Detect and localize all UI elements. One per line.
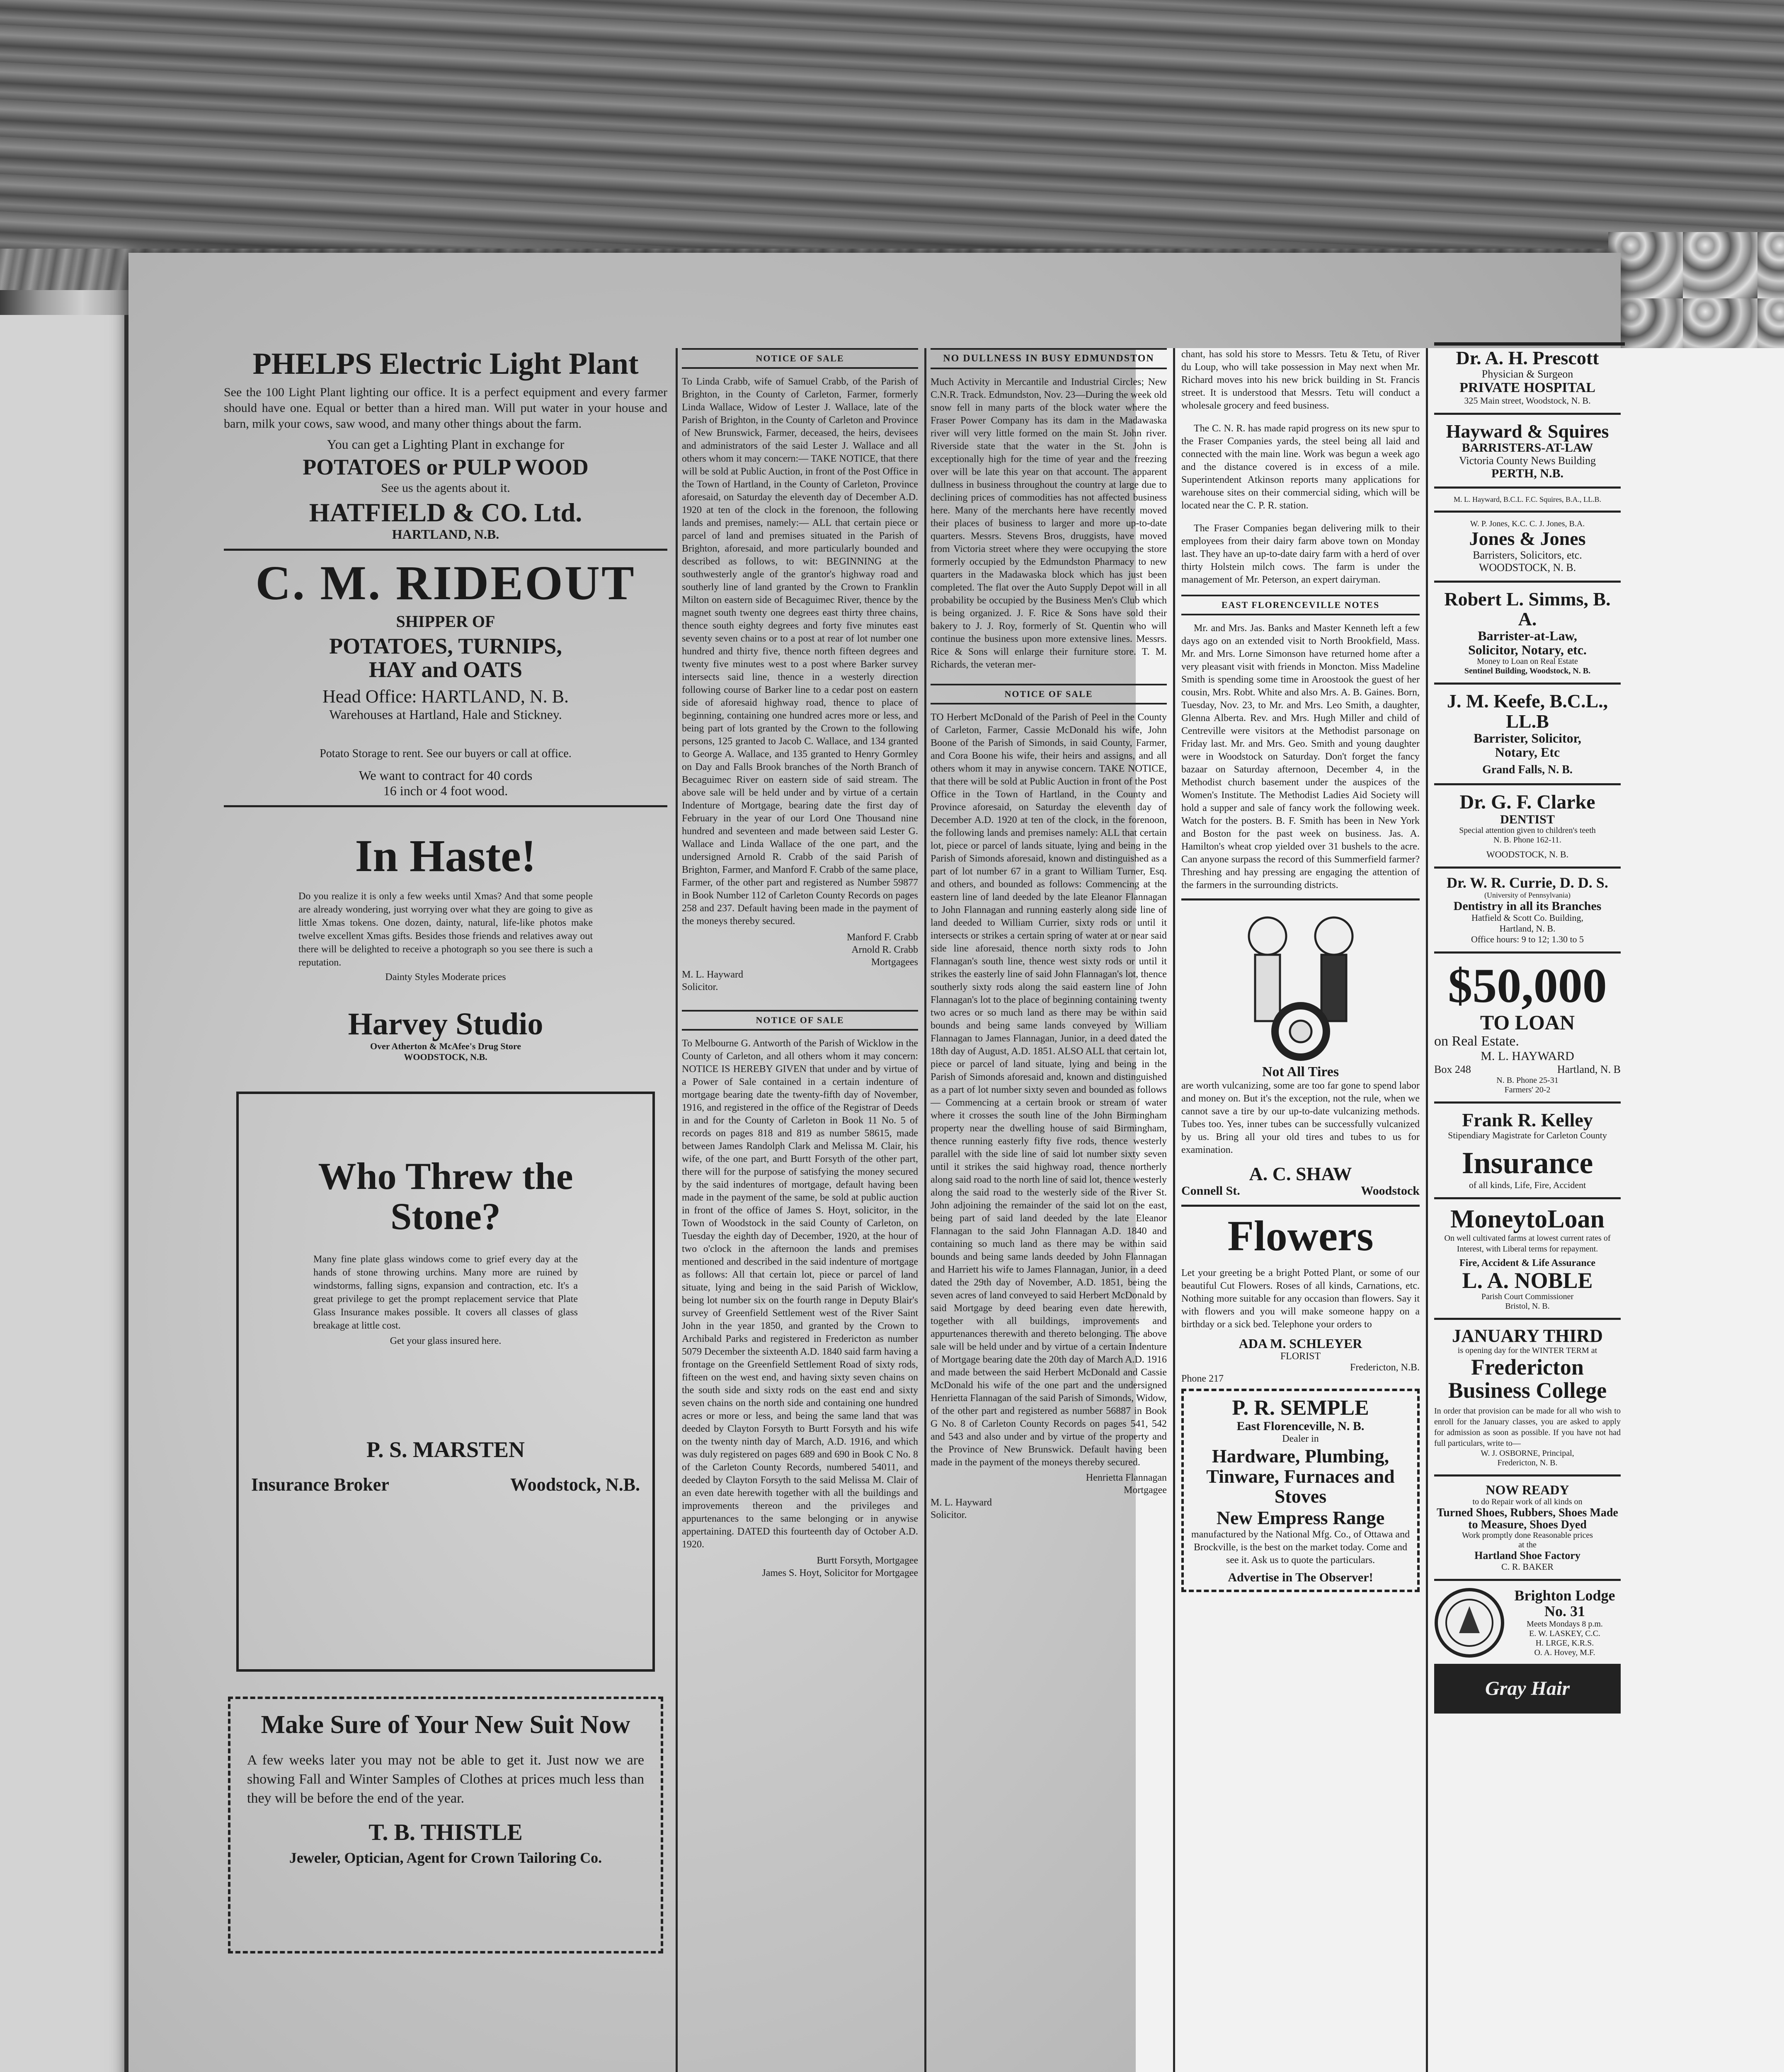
wood-background <box>0 0 1784 249</box>
card-role: Solicitor, Notary, etc. <box>1468 642 1587 657</box>
ad-exchange: POTATOES or PULP WOOD <box>303 454 589 479</box>
ad-town: Woodstock, N.B. <box>510 1474 640 1495</box>
ad-goods: Hardware, Plumbing, Tinware, Furnaces and Stoves <box>1206 1445 1395 1507</box>
news-paragraph: The Fraser Companies began delivering milk to their employees from their dairy farm above town on Monday last. They have an up-to-date dairy farm with a herd of over thirty Holstein milch cows. The farm is under the management of Mr. Peterson, an expert dairyman. <box>1181 523 1420 585</box>
lodge-ad <box>1434 1588 1621 1658</box>
ad-title: Stone? <box>390 1195 501 1237</box>
solicitor-name: M. L. Hayward <box>931 1497 992 1508</box>
ad-line: of all kinds, Life, Fire, Accident <box>1469 1179 1586 1190</box>
ad-town: WOODSTOCK, N.B. <box>404 1052 487 1063</box>
card-note: Money to Loan on Real Estate <box>1477 657 1578 666</box>
ad-officer: H. LRGE, K.R.S. <box>1535 1638 1594 1648</box>
card-address: 325 Main street, Woodstock, N. B. <box>1464 395 1591 406</box>
notice-body: To Linda Crabb, wife of Samuel Crabb, of the Parish of Brighton, in the County of Carleton, Farmer, formerly Linda Wallace, Widow of Lester J. Wallace, late of the Parish of Brighton, in the County of Carleton and Province of New Brunswick, Farmer, deceased, the heirs, devisees and administrators of the said Lester J. Wallace and all others whom it may concern:— TAKE NOTICE, that there will be sold at Public Auction, in front of the Post Office in the Town of Hartland, in the County of Carleton, Province aforesaid, on Saturday the eleventh day of December A.D. 1920 at ten of the clock in the forenoon, the following lands and premises, namely:— ALL that certain piece or parcel of land and premises situated in the Parish of Brighton, aforesaid, and more particularly bounded and described as follows, to wit: BEGINNING at the southwesterly angle of the grantor's highway road and southerly line of land granted by the Crown to Franklin Milton on eastern side of Becaguimec River, thence by the magnet south twenty one degrees east thirty three chains, thence south eighty degrees and forty five minutes east seventy seven chains or to a post at rear of lot number one hundred and thirty five, thence north fifteen degrees and twenty five minutes west to a post where Barker survey intersects said line, thence in a westerly direction following course of Barker line to a cedar post on eastern side of aforesaid highway road, thence to place of beginning, containing one hundred acres more or less, and being part of lots granted by the Crown to the following persons, 125 granted to Jacob C. Wallace, and 134 granted to George A. Wallace, and 135 granted to Henry Gormley on Day and Falls Brook branches of the North Branch of Becaguimec River on eastern side of said stream. The above sale will be held under and by virtue of a certain Indenture of Mortgage, bearing date the first day of February in the year of our Lord One Thousand nine hundred and seventeen and made between said Lester G. Wallace and Linda Wallace of the one part, and the undersigned Arnold R. Crabb of the said Parish of Brighton, Farmer, and Manford F. Crabb of the same place, Farmer, of the other part and registered as Number 59877 in Book Number 112 of Carleton County Records on pages 258 and 237. Default having been made in the payment of the moneys thereby secured. <box>682 376 918 927</box>
signature: Arnold R. Crabb <box>851 944 918 955</box>
ad-role: Stipendiary Magistrate for Carleton County <box>1448 1130 1607 1141</box>
card-hours: Office hours: 9 to 12; 1.30 to 5 <box>1471 934 1584 945</box>
divider <box>224 549 667 551</box>
shoe-factory-ad <box>1434 1483 1621 1572</box>
divider <box>1434 1474 1621 1477</box>
card-name: Jones & Jones <box>1469 528 1586 549</box>
column-5 <box>1434 348 1621 1714</box>
card-address: Hatfield & Scott Co. Building, <box>1471 913 1584 923</box>
tire-cartoon <box>1181 907 1420 1065</box>
ad-title: PHELPS Electric Light Plant <box>252 347 639 381</box>
ad-sub: is opening day for the WINTER TERM at <box>1457 1346 1597 1355</box>
solicitor-role: Solicitor. <box>931 1510 967 1520</box>
ad-name: Business College <box>1448 1378 1607 1403</box>
card-role: BARRISTERS-AT-LAW <box>1462 441 1593 455</box>
news-body: Mr. and Mrs. Jas. Banks and Master Kenneth left a few days ago on an extended visit to North Brookfield, Mass. Mr. and Mrs. Lorne Simonson have returned home after a very pleasant visit with friends in Moncton. Miss Madeline Smith is spending some time in Aroostook the guest of her cousin, Mrs. Robt. White and also Mrs. A. B. Gaines. Born, Tuesday, Nov. 23, to Mr. and Mrs. Leo Smith, a daughter, Glenna Alberta. Rev. and Mrs. Hugh Miller and child of Centreville were visitors at the Methodist parsonage on Friday last. Mr. and Mrs. Geo. Smith and young daughter were in Woodstock on Saturday. Don't forget the fancy bazaar on Saturday afternoon, December 4, in the Methodist church basement under the auspices of the Women's Institute. The Methodist Ladies Aid Society will hold a supper and sale of fancy work the following week. Watch for the posters. B. F. Smith has been in New York and Boston for the past week on business. Jas. A. Hamilton's wheat crop yielded over 31 bushels to the acre. Can anyone surpass the record of this Summerfield farmer? Threshing and hay pressing are engaging the attention of the farmers in the surrounding districts. <box>1181 623 1420 891</box>
notice-body: To Melbourne G. Antworth of the Parish of Wicklow in the County of Carleton, and all others whom it may concern: NOTICE IS HEREBY GIVEN that under and by virtue of a Power of Sale contained in a certain indenture of mortgage bearing date the twenty-fifth day of November, 1916, and registered in the office of the Registrar of Deeds in and for the County of Carleton in Book 11 No. 5 of records on pages 818 and 819 as number 58615, made between James Randolph Clark and Melissa M. Clair, his wife, of the one part, and Burtt Forsyth of the other part, there will for the purpose of satisfying the money secured by the said indentures of mortgage, default having been made in the payment of the same, be sold at public auction in front of the office of James S. Hoyt, solicitor, in the Town of Woodstock in the said County of Carleton, on Tuesday the eighth day of December, 1920, at the hour of two o'clock in the afternoon the lands and premises mentioned and described in the said indenture of mortgage as follows: All that certain lot, piece or parcel of land situate, lying and being in the said Parish of Wicklow, being lot number six on the fourth range in Deputy Blair's survey of Greenfield Settlement west of the River Saint John in the year 1850, and granted by the Crown to Archibald Parks and registered in Fredericton as number 5079 December the sixteenth A.D. 1840 said farm having a frontage on the Greenfield Settlement Road of sixty rods, fifteen on the west end, and having sixty seven chains on the south side and sixty rods on the east end and sixty seven chains on the north side and containing one hundred acres or more or less, and being the same land that was deeded by Clayton Forsyth to Burtt Forsyth and his wife on the twenty ninth day of March, A.D. 1916, and which was duly registered on pages 689 and 690 in Book C No. 8 of the Carleton County Records, numbered 54011, and deeded by Clayton Forsyth to the said Melissa M. Clair of an even date herewith together with all the buildings and improvements thereon and the privileges and appurtenances to the same belonging or in anywise appertaining. DATED this fourteenth day of October A.D. 1920. <box>682 1038 918 1550</box>
news-paragraph: The C. N. R. has made rapid progress on its new spur to the Fraser Companies yards, the steel being all laid and connected with the main line. Work was begun a week ago and the distance covered is in excess of a mile. Superintendent Atkinson reports many applications for warehouse sites on their commercial siding, which will be located near the C. P. R. station. <box>1181 423 1420 511</box>
ad-line: on Real Estate. <box>1434 1033 1519 1049</box>
divider <box>1434 1579 1621 1581</box>
plate-glass-ad <box>236 1092 655 1672</box>
ad-body: On well cultivated farms at lowest current rates of Interest, with Liberal terms for repayment. <box>1444 1233 1611 1254</box>
ad-phone: Farmers' 20-2 <box>1504 1085 1551 1094</box>
ad-name: C. M. RIDEOUT <box>255 555 636 610</box>
card-town: Grand Falls, N. B. <box>1482 763 1573 777</box>
ad-name: P. S. MARSTEN <box>366 1437 525 1462</box>
lodge-text <box>1509 1588 1621 1658</box>
card-name: J. M. Keefe, B.C.L., LL.B <box>1447 690 1608 732</box>
card-name: Dr. G. F. Clarke <box>1459 791 1595 813</box>
signature: Henrietta Flannagan <box>1086 1472 1167 1483</box>
solicitor <box>931 1496 1167 1521</box>
rideout-ad <box>224 557 667 799</box>
signature: James S. Hoyt, Solicitor for Mortgagee <box>762 1568 918 1578</box>
column-rule <box>1173 348 1175 2072</box>
simms-card <box>1434 589 1621 676</box>
ad-amount: $50,000 <box>1448 959 1607 1013</box>
ad-signature: Fredericton, N. B. <box>1497 1458 1558 1468</box>
ad-name: M. L. HAYWARD <box>1481 1049 1574 1063</box>
ad-goods: POTATOES, TURNIPS, <box>329 634 562 659</box>
card-phone: N. B. Phone 162-11. <box>1493 835 1561 845</box>
college-ad <box>1434 1326 1621 1468</box>
card-partners: W. P. Jones, K.C. C. J. Jones, B.A. <box>1470 519 1585 529</box>
card-role: Barristers, Solicitors, etc. <box>1473 549 1582 561</box>
cartoon-illustration-icon <box>1222 907 1379 1065</box>
top-rule <box>1434 342 1625 346</box>
card-role: Dentistry in all its Branches <box>1453 899 1602 913</box>
divider <box>1181 898 1420 900</box>
card-address: Victoria County News Building <box>1459 454 1596 467</box>
card-town: PERTH, N.B. <box>1491 466 1563 480</box>
noble-ad <box>1434 1206 1621 1312</box>
ad-line: at the <box>1518 1540 1537 1550</box>
ad-title: Not All Tires <box>1262 1064 1339 1080</box>
notice-signatures <box>931 1472 1167 1496</box>
ad-goods: HAY and OATS <box>368 657 523 683</box>
adjacent-page <box>0 315 128 2072</box>
ad-title: MoneytoLoan <box>1450 1205 1605 1233</box>
ad-name: Hartland Shoe Factory <box>1474 1549 1580 1562</box>
ad-town: East Florenceville, N. B. <box>1236 1419 1365 1433</box>
ad-footer <box>1434 1063 1621 1076</box>
ad-body: are worth vulcanizing, some are too far gone to spend labor and money on. But it's the exception, not the rule, when we cannot save a tire by our up-to-date vulcanizing methods. Tubes too. Yes, inner tubes can be successfully vulcanized by us. Bring all your old tires and tubes to us for examination. <box>1181 1080 1420 1155</box>
notice-title: NOTICE OF SALE <box>931 684 1167 704</box>
hayward-squires-card <box>1434 421 1621 480</box>
ad-body: manufactured by the National Mfg. Co., of Ottawa and Brockville, is the best on the market today. Come and see it. Ask us to quote the particulars. <box>1191 1529 1410 1566</box>
ad-studio: Harvey Studio <box>348 1007 543 1042</box>
ad-contract: 16 inch or 4 foot wood. <box>383 783 508 798</box>
ad-town: Woodstock <box>1361 1184 1420 1198</box>
column-2 <box>682 348 918 1579</box>
prescott-card <box>1434 348 1621 406</box>
divider <box>1434 581 1621 583</box>
signature: Burtt Forsyth, Mortgagee <box>817 1555 918 1566</box>
ad-agents: See us the agents about it. <box>381 481 510 495</box>
ad-owner: C. R. BAKER <box>1501 1561 1554 1572</box>
card-name: Dr. A. H. Prescott <box>1456 347 1599 368</box>
ad-box: Box 248 <box>1434 1063 1471 1075</box>
divider <box>1434 1318 1621 1320</box>
loan-ad <box>1434 960 1621 1094</box>
ad-range: New Empress Range <box>1216 1507 1385 1529</box>
ad-body: See the 100 Light Plant lighting our office. It is a perfect equipment and every farmer should have one. Equal or better than a hired man. Will put water in your house and barn, milk your cows, saw wood, and many other things about the farm. <box>224 385 667 431</box>
signature: Manford F. Crabb <box>846 932 918 943</box>
ad-body: Many fine plate glass windows come to grief every day at the hands of stone throwing urchins. Many more are ruined by windstorms, falling signs, expansion and contraction, etc. It's a great privilege to get the prompt replacement service that Plate Glass Insurance makes possible. It covers all classes of glass breakage at little cost. <box>313 1254 578 1331</box>
column-4 <box>1181 348 1420 1592</box>
ad-title: In Haste! <box>355 830 536 881</box>
card-name: Robert L. Simms, B. A. <box>1444 588 1611 629</box>
divider <box>1434 867 1621 869</box>
ad-town: Bristol, N. B. <box>1505 1302 1550 1311</box>
ad-line: Work promptly done Reasonable prices <box>1462 1531 1593 1540</box>
notice-body: TO Herbert McDonald of the Parish of Peel in the County of Carleton, Farmer, Cassie McDonald his wife, John Boone of the Parish of Simonds, in said County, Farmer, and Cora Boone his wife, their heirs and assigns, and all others whom it may in anywise concern. TAKE NOTICE, that there will be sold at Public Auction in front of the Post Office in the Town of Hartland, in the County and Province aforesaid, on Saturday the eleventh day of December A.D. 1920 at ten of the clock, in the forenoon, the following lands and premises namely: ALL that certain lot, piece or parcel of lands situate, lying and being in the Parish of Simonds aforesaid, known and distinguished as a part of lot number 67 in a grant to William Turner, Esq. and others, and bounded as follows: Commencing at the eastern line of land deeded by the late Eleanor Flannagan to John Flannagan and running easterly along side line of land deeded to William Currier, sixty rods or until it intersects or strikes a certain spring of water at or near said side line aforesaid, thence north sixty rods to John Flannagan's south line, thence west sixty rods or until it strikes the easterly line of said John Flannagan's lot, thence southerly sixty rods along the said eastern line of John Flannagan's lot to the place of beginning containing twenty two acres or so much land as there may be within said bounds and being same lands conveyed by William Flannagan to James Flannagan, Junior, in a deed dated the 18th day of August, A.D. 1851. ALSO ALL that certain lot, piece or parcel of land situate, lying and being in the Parish of Simonds aforesaid and, known and distinguished as a part of lot number sixty seven and bounded as follows— Commencing at a certain brook or stream of water where it crosses the south line of the John Birmingham property near the dwelling house of said Birmingham, thence running easterly fifty five rods, thence westerly parallel with the side line of said lot number sixty seven until it strikes the said highway road, thence northerly along said road to the north line of said lot, thence westerly along the said road to the westerly side of the River St. John adjoining the remainder of the said lot on the east, being part of said land deeded by the late Eleanor Flannagan to the said John Flannagan A.D. 1840 and containing so much land as there may be within said bounds and being same lands deeded by John Flannagan and Harriett his wife to James Flannagan, Junior, in a deed dated the 29th day of November, A.D. 1851, being the seven acres of land conveyed to said Herbert McDonald by said Mortgage by deed bearing even date herewith, together with all buildings, improvements and appurtenances therewith and thereto belonging. The above sale will be held under and by virtue of a certain Indenture of Mortgage bearing date the 20th day of March A.D. 1916 and made between the said Herbert McDonald and Cassie McDonald his wife of the one part and the undersigned Henrietta Flannagan of the said Parish of Simonds, Widow, of the other part and registered as number 56887 in Book G No. 8 of Carleton County Records on pages 541, 542 and 543 and also under and by virtue of the property and the Province of New Brunswick. Default having been made in the payment of the moneys thereby secured. <box>931 712 1167 1468</box>
ad-sub: to do Repair work of all kinds on <box>1472 1497 1583 1506</box>
ad-meets: Meets Mondays 8 p.m. <box>1527 1619 1603 1629</box>
ad-line: Fire, Accident & Life Assurance <box>1459 1257 1596 1268</box>
thistle-ad <box>228 1697 663 1953</box>
ad-name: L. A. NOBLE <box>1462 1268 1593 1293</box>
ad-dealer: Dealer in <box>1282 1433 1319 1445</box>
harvey-studio-ad <box>224 832 667 1063</box>
card-town: Hartland, N. B. <box>1499 923 1556 934</box>
divider <box>1434 1101 1621 1104</box>
ad-storage: Potato Storage to rent. See our buyers or call at office. <box>320 747 572 760</box>
ad-town: HARTLAND, N.B. <box>392 526 499 542</box>
currie-card <box>1434 875 1621 945</box>
card-partners: M. L. Hayward, B.C.L. F.C. Squires, B.A., LL.B. <box>1453 495 1602 504</box>
ad-officer: E. W. LASKEY, C.C. <box>1529 1629 1600 1638</box>
ad-role: Jeweler, Optician, Agent for Crown Tailoring Co. <box>289 1849 602 1866</box>
card-note: Special attention given to children's teeth <box>1459 826 1596 835</box>
news-continued: chant, has sold his store to Messrs. Tetu & Tetu, of River du Loup, who will take possession in May next when Mr. Richard moves into his new brick building in St. Francis street. It is understood that Messrs. Tetu will conduct a wholesale grocery and feed business. <box>1181 349 1420 411</box>
ad-footer <box>251 1474 640 1495</box>
divider <box>1434 1197 1621 1199</box>
gray-hair-ad <box>1434 1664 1621 1714</box>
solicitor <box>682 968 918 993</box>
ad-office: Head Office: HARTLAND, N. B. <box>322 686 569 707</box>
card-role: Physician & Surgeon <box>1481 368 1573 380</box>
divider <box>1434 783 1621 785</box>
news-headline: NO DULLNESS IN BUSY EDMUNDSTON <box>931 348 1167 369</box>
ad-warehouses: Warehouses at Hartland, Hale and Stickney. <box>329 707 562 722</box>
column-rule <box>676 348 678 2072</box>
ad-officer: O. A. Hovey, M.F. <box>1534 1648 1595 1657</box>
signature: Mortgagees <box>871 957 918 968</box>
clarke-card <box>1434 792 1621 860</box>
ad-title: JANUARY THIRD <box>1452 1326 1603 1346</box>
card-town: WOODSTOCK, N. B. <box>1479 561 1576 574</box>
ad-shipper: SHIPPER OF <box>396 612 495 631</box>
column-rule <box>1426 348 1428 2072</box>
notice-title: NOTICE OF SALE <box>682 348 918 369</box>
ad-phone: Phone 217 <box>1181 1373 1224 1384</box>
ad-cta: Get your glass insured here. <box>390 1336 502 1347</box>
divider <box>1434 511 1621 513</box>
keefe-card <box>1434 691 1621 777</box>
notice-signatures <box>682 1554 918 1579</box>
ad-name: ADA M. SCHLEYER <box>1239 1336 1362 1351</box>
ad-street: Connell St. <box>1181 1184 1240 1198</box>
kelley-ad <box>1434 1110 1621 1191</box>
ad-style: Dainty Styles Moderate prices <box>385 972 506 983</box>
divider <box>1434 487 1621 489</box>
notice-title: NOTICE OF SALE <box>682 1010 918 1031</box>
ad-body: In order that provision can be made for all who wish to enroll for the January classes, you are asked to apply for admission as soon as possible. If you have not had full particulars, write to— <box>1434 1406 1621 1448</box>
semple-ad <box>1181 1389 1420 1592</box>
jones-card <box>1434 519 1621 574</box>
ad-name: T. B. THISTLE <box>368 1820 523 1846</box>
ad-title: NOW READY <box>1486 1482 1569 1498</box>
lodge-emblem-icon <box>1434 1588 1505 1658</box>
ad-role: Parish Court Commissioner <box>1481 1292 1574 1302</box>
ad-title: Make Sure of Your New Suit Now <box>261 1711 630 1739</box>
ad-town: Hartland, N. B <box>1557 1063 1621 1075</box>
ad-name: Brighton Lodge <box>1514 1587 1615 1604</box>
ad-name: A. C. SHAW <box>1249 1163 1352 1184</box>
ad-body: A few weeks later you may not be able to get it. Just now we are showing Fall and Winter Samples of Clothes at prices much less than they will be before the end of the year. <box>247 1752 644 1806</box>
ad-name: P. R. SEMPLE <box>1232 1396 1369 1420</box>
solicitor-name: M. L. Hayward <box>682 969 743 980</box>
ad-name: Frank R. Kelley <box>1462 1109 1593 1130</box>
solicitor-role: Solicitor. <box>682 982 718 992</box>
card-role: Barrister-at-Law, <box>1478 628 1577 644</box>
ad-company: HATFIELD & CO. Ltd. <box>309 498 582 528</box>
signature: Mortgagee <box>1124 1485 1167 1496</box>
ad-title: Insurance <box>1462 1146 1593 1181</box>
card-role: Notary, Etc <box>1495 744 1560 760</box>
ad-number: No. 31 <box>1544 1602 1585 1619</box>
ad-title: TO LOAN <box>1480 1011 1575 1034</box>
ad-footer: Advertise in The Observer! <box>1228 1570 1373 1584</box>
ad-phone: N. B. Phone 25-31 <box>1496 1075 1559 1085</box>
divider <box>1434 413 1621 415</box>
card-role: Barrister, Solicitor, <box>1474 730 1581 746</box>
ad-role: FLORIST <box>1280 1351 1321 1362</box>
column-rule <box>924 348 926 2072</box>
card-role: DENTIST <box>1500 812 1555 826</box>
ad-title: Who Threw the <box>318 1155 573 1198</box>
ad-role: Insurance Broker <box>251 1474 389 1495</box>
divider <box>1181 1205 1420 1207</box>
divider <box>1434 951 1621 954</box>
card-name: Dr. W. R. Currie, D. D. S. <box>1447 874 1608 891</box>
ad-footer <box>1181 1184 1420 1198</box>
ad-signature: W. J. OSBORNE, Principal, <box>1481 1449 1574 1458</box>
column-3 <box>931 348 1167 1521</box>
column-1 <box>224 348 667 1953</box>
card-university: (University of Pennsylvania) <box>1484 891 1571 899</box>
ad-line: You can get a Lighting Plant in exchange for <box>327 436 565 452</box>
card-name: Hayward & Squires <box>1446 420 1609 442</box>
divider <box>224 805 667 807</box>
phelps-ad <box>224 348 667 542</box>
ad-body: Let your greeting be a bright Potted Plant, or some of our beautiful Cut Flowers. Roses of all kinds, Carnations, etc. Nothing more suitable for any occasion than flowers. Say it with flowers and you will make someone happy on a birthday or a sick bed. Telephone your orders to <box>1181 1268 1420 1330</box>
ad-body: Turned Shoes, Rubbers, Shoes Made to Measure, Shoes Dyed <box>1437 1506 1618 1532</box>
ad-title: Flowers <box>1227 1212 1374 1260</box>
ad-town: Fredericton, N.B. <box>1350 1362 1420 1373</box>
divider <box>1434 683 1621 685</box>
newspaper-page <box>128 253 1621 2072</box>
ad-name: Fredericton <box>1471 1354 1584 1380</box>
card-town: WOODSTOCK, N. B. <box>1486 849 1569 860</box>
notice-signatures <box>682 931 918 968</box>
news-headline: EAST FLORENCEVILLE NOTES <box>1181 595 1420 615</box>
ad-address: Over Atherton & McAfee's Drug Store <box>370 1041 521 1052</box>
card-role: PRIVATE HOSPITAL <box>1459 380 1595 396</box>
news-body: Much Activity in Mercantile and Industrial Circles; New C.N.R. Track. Edmundston, Nov. 23—During the week old snow fell in many parts of the block water where the Fraser Power Company has its dam in the Madawaska river will very little formed on the main St. John river. Riverside state that the water in the St. John is exceptionally high for the time of year and the freezing over will be late this year on that account. The apparent dullness in business throughout the country at large due to declining prices of commodities has not affected business here. Many of the merchants here have recently moved their places of business to larger and more up-to-date quarters. Messrs. Stevens Bros, druggists, have moved from Victoria street where they were occupying the store formerly occupied by the Edmundston Pharmacy to new quarters in the Madawaska block which has just been completed. The flat over the Auto Supply Depot will in all probability be occupied by the Business Men's Club which is being organized. J. F. Rice & Sons have sold their bakery to J. J. Roy, formerly of St. Quentin who will continue the business upon more extensive lines. Messrs. Rice & Sons will enlarge their furniture store. T. M. Richards, the veteran mer- <box>931 377 1167 670</box>
ad-contract: We want to contract for 40 cords <box>359 767 533 783</box>
ad-title: Gray Hair <box>1485 1677 1570 1700</box>
card-address: Sentinel Building, Woodstock, N. B. <box>1464 666 1591 676</box>
ad-body: Do you realize it is only a few weeks until Xmas? And that some people are already wondering, just worrying over what they are going to give as little Xmas tokens. One dozen, dainty, natural, life-like photos make twelve excellent Xmas gifts. Besides those friends and relatives away out there will be delighted to receive a photograph so you see there is such a reputation. <box>298 891 593 968</box>
